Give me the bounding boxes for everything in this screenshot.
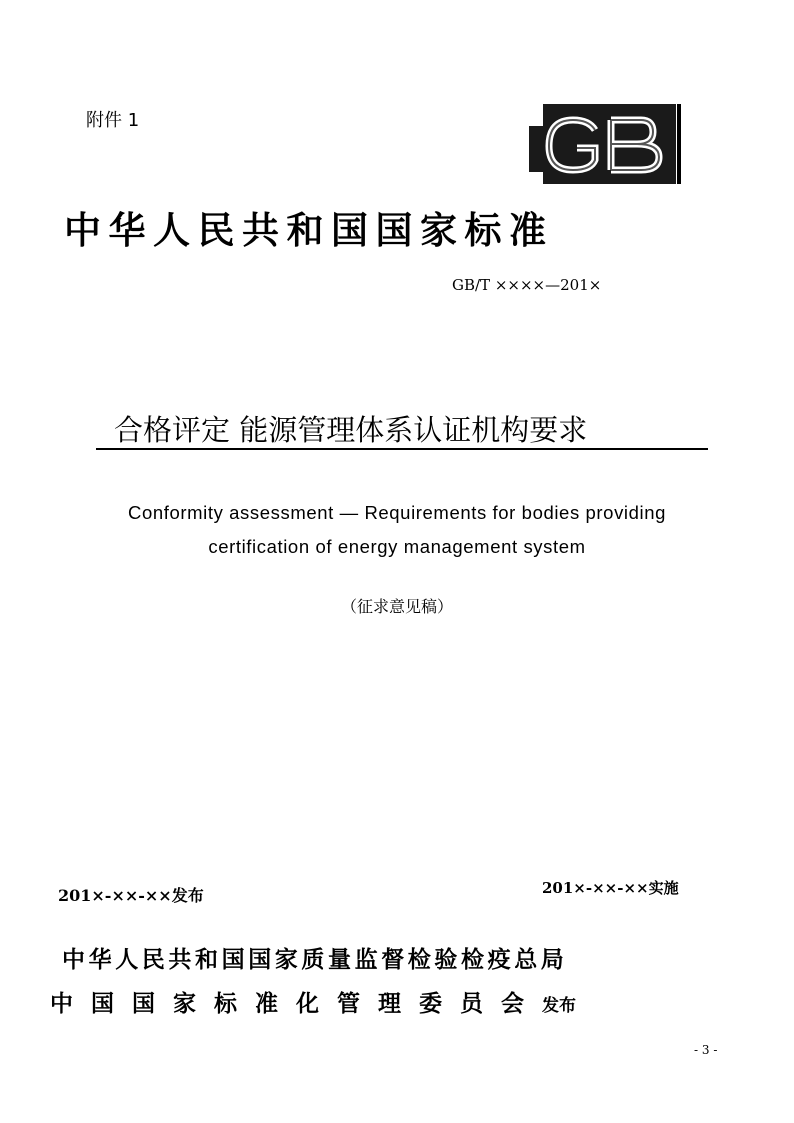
- draft-label: （征求意见稿）: [340, 597, 453, 616]
- attachment-label: 附件 1: [86, 110, 140, 131]
- chinese-title: 合格评定 能源管理体系认证机构要求: [114, 413, 588, 447]
- standard-number: GB/T ××××—201×: [452, 276, 602, 294]
- page-number: - 3 -: [694, 1043, 718, 1057]
- english-title-line-2: certification of energy management system: [208, 536, 586, 557]
- issuer-line-1: 中华人民共和国国家质量监督检验检疫总局: [62, 947, 568, 973]
- implementation-date: 201×-××-××实施: [542, 879, 679, 897]
- issue-date: 201×-××-××发布: [58, 886, 204, 905]
- english-title-line-1: Conformity assessment — Requirements for bodies providing: [127, 502, 667, 523]
- gb-logo: [529, 104, 682, 184]
- standard-title: 中华人民共和国国家标准: [64, 209, 554, 252]
- chinese-title-block: [96, 408, 708, 450]
- issuer-line-2: 中国国家标准化管理委员会: [50, 991, 542, 1017]
- issuer-line-2-block: [50, 985, 576, 1018]
- publish-label: 发布: [542, 996, 576, 1016]
